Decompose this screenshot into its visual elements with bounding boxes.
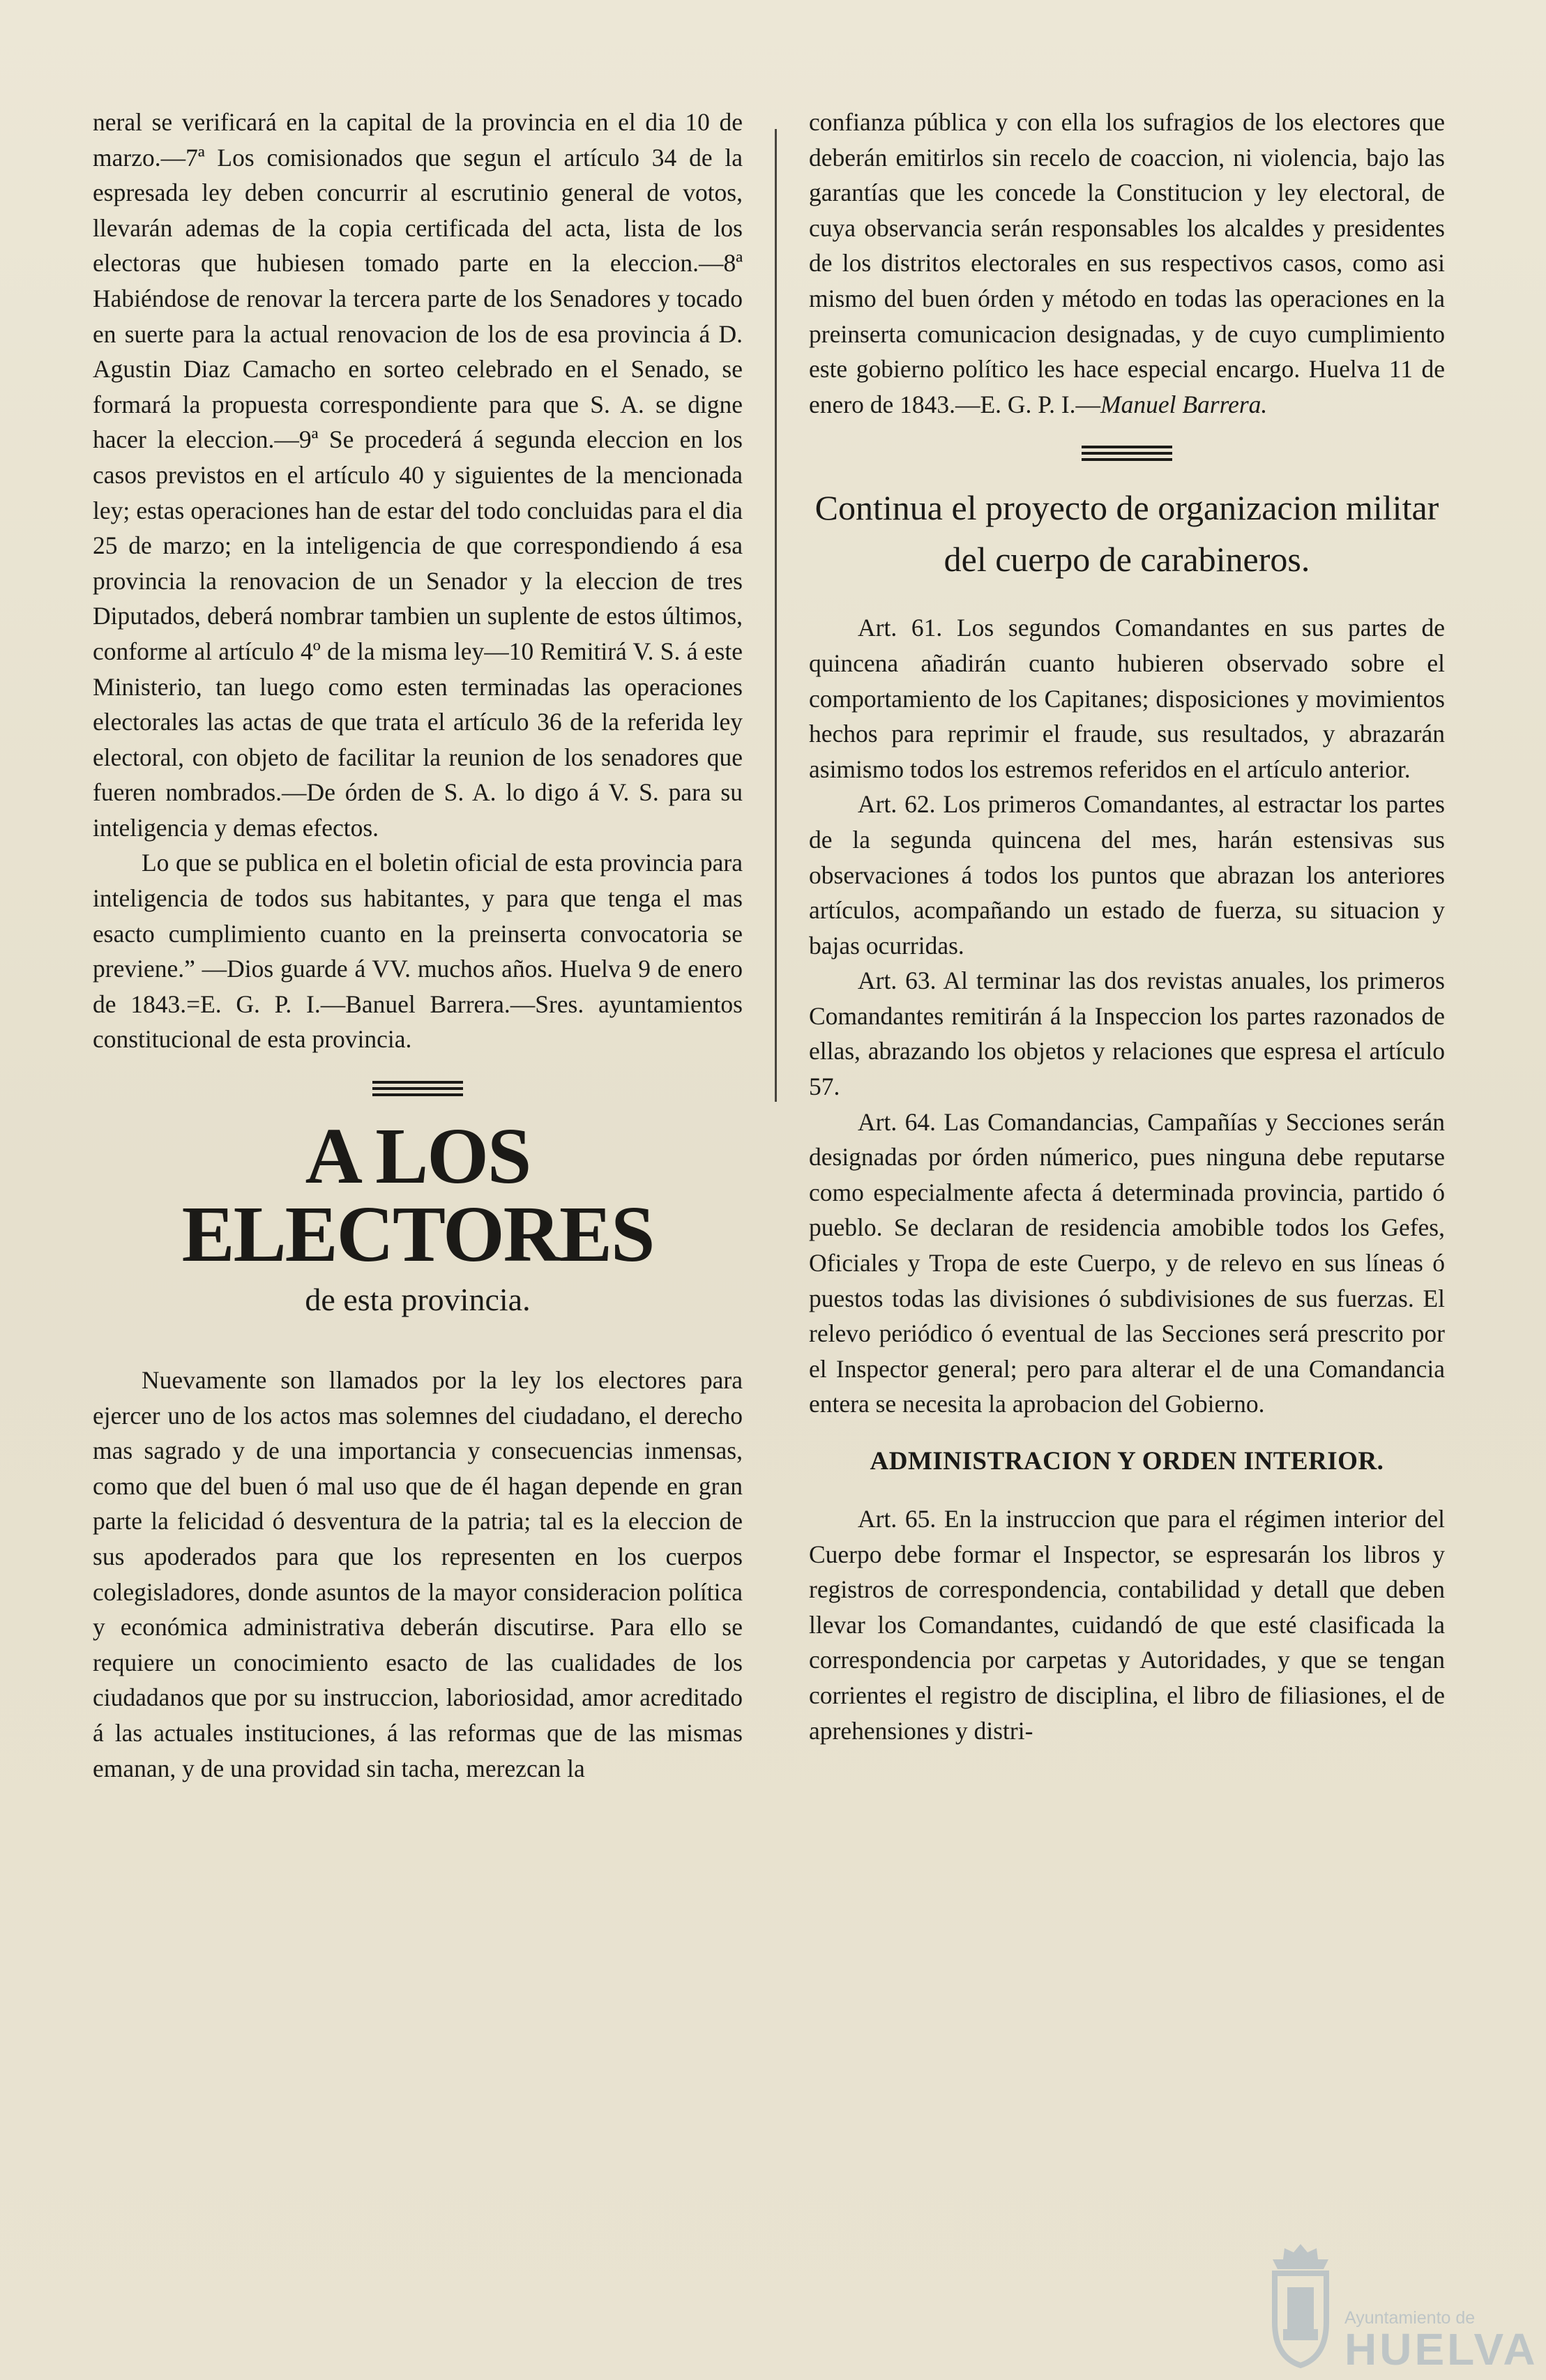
left-paragraph-publication: Lo que se publica en el boletin oficial de esta provincia para inteligencia de todos sus habitantes, y para que tenga el mas esacto cumplimiento cuanto en la preinserta convocatoria se previene.” —Dios guarde á VV. muchos años. Huelva 9 de enero de 1843.=E. G. P. I.—Banuel Barrera.—Sres. ayuntamientos constitucional de esta provincia.: [93, 849, 743, 1054]
left-paragraph-decree: neral se verificará en la capital de la provincia en el dia 10 de marzo.—7ª Los comisionados que segun el artículo 34 de la espresada ley deben concurrir al escrutinio general de votos, llevarán ademas de la copia certificada del acta, lista de los electoras que hubiesen tomado parte en la eleccion.—8ª Habiéndose de renovar la tercera parte de los Senadores y tocado en suerte para la actual renovacion de los de esa provincia á D. Agustin Diaz Camacho en sorteo celebrado en el Senado, se formará la propuesta correspondiente para que S. A. se digne hacer la eleccion.—9ª Se procederá á segunda eleccion en los casos previstos en el artículo 40 y siguientes de la mencionada ley; estas operaciones han de estar del todo concluidas para el dia 25 de marzo; en la inteligencia de que correspondiendo á esa provincia la renovacion de un Senador y la eleccion de tres Diputados, deberá nombrar tambien un suplente de estos últimos, conforme al artículo 4º de la misma ley—10 Remitirá V. S. á este Ministerio, tan luego como esten terminadas las operaciones electorales las actas de que trata el artículo 36 de la referida ley electoral, con objeto de facilitar la reunion de los senadores que fueren nombrados.—De órden de S. A. lo digo á V. S. para su inteligencia y demas efectos.: [93, 108, 743, 842]
article-61: Art. 61. Los segundos Comandantes en sus partes de quincena añadirán cuanto hubieren observado sobre el comportamiento de los Capitanes; disposiciones y movimientos hechos para reprimir el fraude, sus resultados, y abrazarán asimismo todos los estremos referidos en el artículo anterior.: [809, 614, 1445, 783]
ornamental-divider: [372, 1081, 463, 1096]
crest-icon: [1262, 2238, 1339, 2371]
left-paragraph-electores: Nuevamente son llamados por la ley los electores para ejercer uno de los actos mas solemnes del ciudadano, el derecho mas sagrado y de una importancia y consecuencias inmensas, como que del buen ó mal uso que de él hagan depende en gran parte la felicidad ó desventura de la patria; tal es la eleccion de sus apoderados para que los representen en los cuerpos colegisladores, donde asuntos de la mayor consideracion política y económica administrativa deberán discutirse. Para ello se requiere un conocimiento esacto de las cualidades de los ciudadanos que por su instruccion, laboriosidad, amor acreditado á las actuales instituciones, á las reformas que de las mismas emanan, y de una providad sin tacha, merezcan la: [93, 1366, 743, 1782]
article-64: Art. 64. Las Comandancias, Campañías y Secciones serán designadas por órden númerico, pues ninguna debe reputarse como especialmente afecta á determinada provincia, partido ó pueblo. Se declaran de residencia amobible todos los Gefes, Oficiales y Tropa de este Cuerpo, y de relevo en sus líneas ó puestos todas las divisiones ó subdivisiones de sus fuerzas. El relevo periódico ó eventual de las Secciones será prescrito por el Inspector general; pero para alterar el de una Comandancia entera se necesita la aprobacion del Gobierno.: [809, 1107, 1445, 1418]
ornamental-divider: [1082, 446, 1172, 461]
right-paragraph-confianza: [809, 105, 1445, 422]
watermark-text-large: HUELVA: [1344, 2324, 1538, 2374]
signature-name: Manuel Barrera.: [1100, 390, 1268, 418]
watermark-logo: [1262, 2238, 1538, 2374]
headline-subtitle: de esta provincia.: [305, 1282, 531, 1318]
column-divider: [775, 129, 777, 1102]
watermark-text-small: Ayuntamiento de: [1344, 2308, 1476, 2328]
headline-electores: A LOS ELECTORES: [181, 1112, 654, 1279]
right-column: [809, 105, 1445, 1748]
article-63: Art. 63. Al terminar las dos revistas anuales, los primeros Comandantes remitirán á la Inspeccion los partes razonados de ellas, abrazando los objetos y relaciones que espresa el artículo 57.: [809, 967, 1445, 1101]
left-column: [93, 105, 743, 1786]
heading-carabineros: Continua el proyecto de organizacion militar del cuerpo de carabineros.: [814, 488, 1439, 579]
section-heading-administracion: ADMINISTRACION Y ORDEN INTERIOR.: [870, 1447, 1384, 1476]
right-paragraph-confianza-text: confianza pública y con ella los sufragios de los electores que deberán emitirlos sin recelo de coaccion, ni violencia, bajo las garantías que les concede la Constitucion y ley electoral, de cuya observancia serán responsables los alcaldes y presidentes de los distritos electorales en sus respectivos casos, como asi mismo del buen órden y método en todas las operaciones en la preinserta comunicacion designadas, y de cuyo cumplimiento este gobierno político les hace especial encargo. Huelva 11 de enero de 1843.—E. G. P. I.—: [809, 108, 1445, 418]
article-62: Art. 62. Los primeros Comandantes, al estractar los partes de la segunda quincena del mes, harán estensivas sus observaciones á todos los puntos que abrazan los anteriores artículos, acompañando un estado de fuerza, su situacion y bajas ocurridas.: [809, 790, 1445, 960]
article-65: Art. 65. En la instruccion que para el régimen interior del Cuerpo debe formar el Inspector, se espresarán los libros y registros de correspondencia, contabilidad y detall que deben llevar los Comandantes, cuidandó de que esté clasificada la correspondencia por carpetas y Autoridades, y que se tengan corrientes el registro de disciplina, el libro de filiasiones, el de aprehensiones y distri-: [809, 1505, 1445, 1745]
